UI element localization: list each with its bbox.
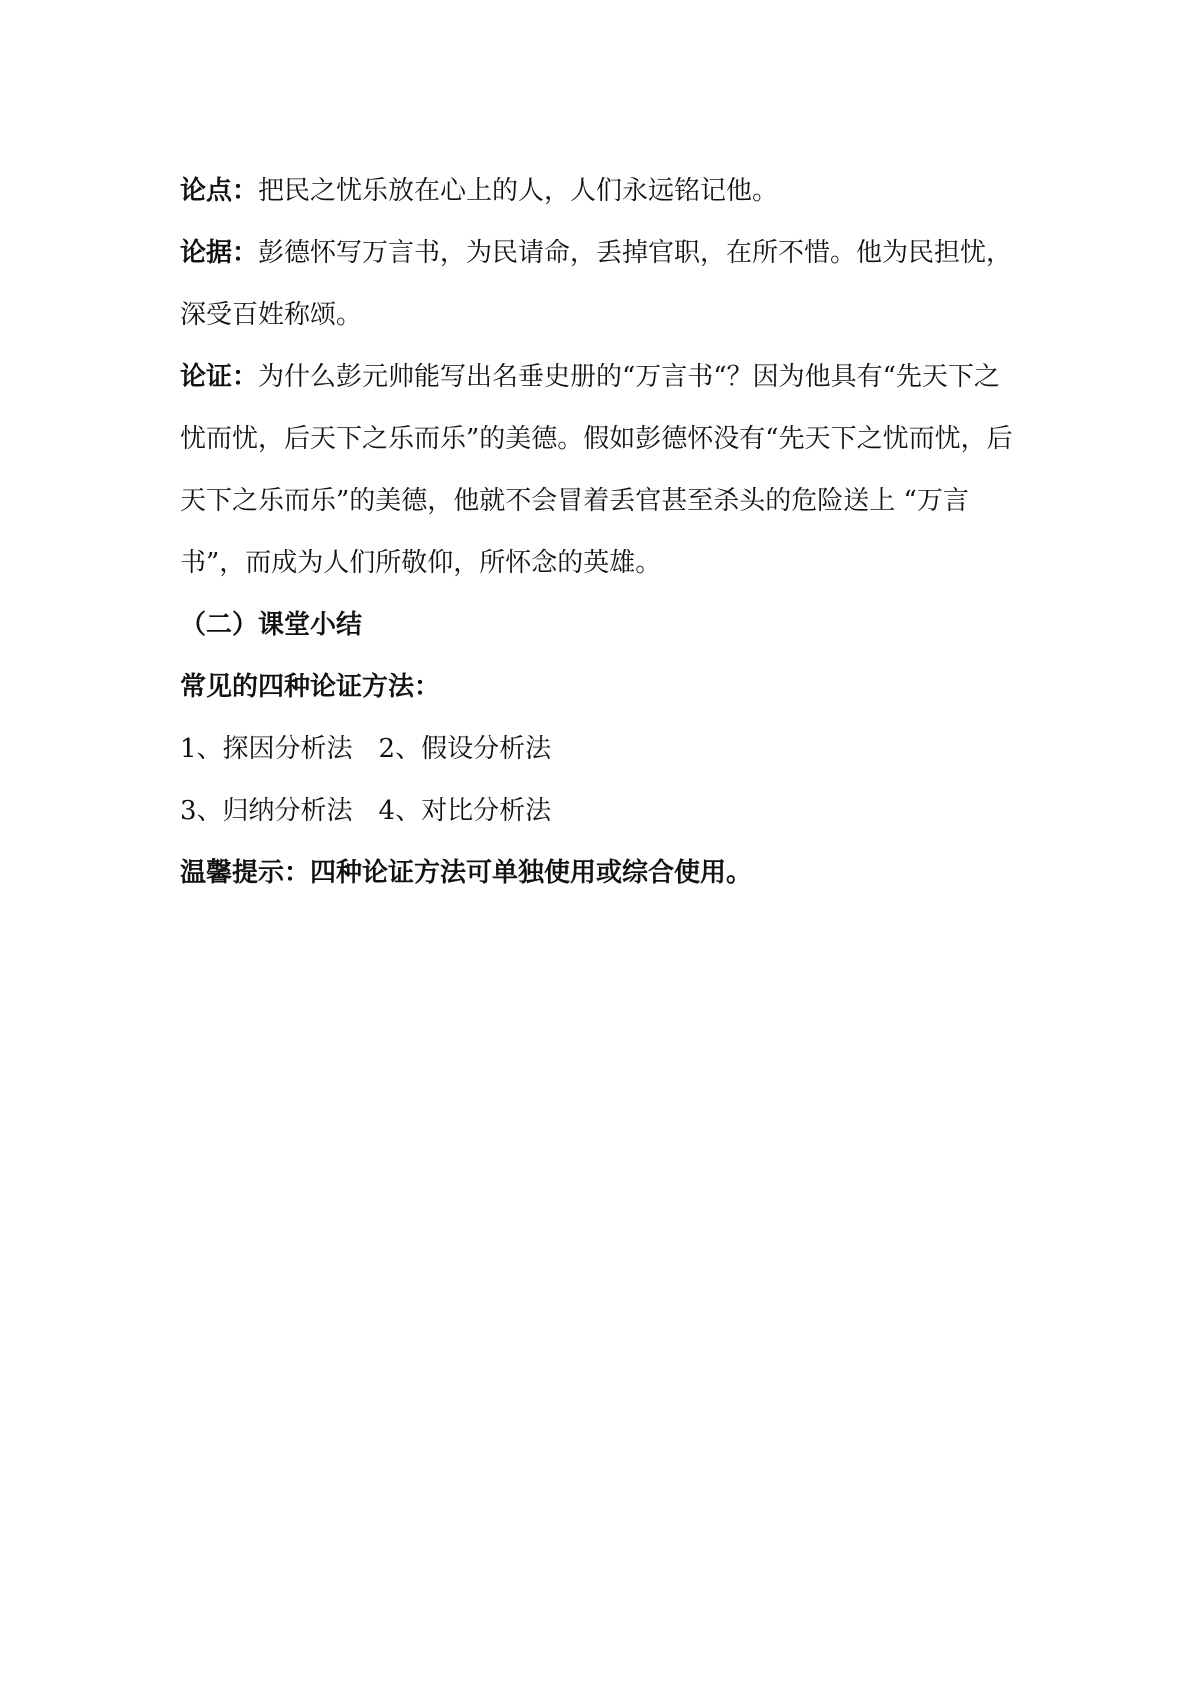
methods-title: 常见的四种论证方法： bbox=[180, 672, 441, 702]
methods-line-2: 3、归纳分析法 4、对比分析法 bbox=[180, 796, 552, 826]
reasoning-paragraph bbox=[180, 346, 1020, 594]
thesis-text: 把民之忧乐放在心上的人，人们永远铭记他。 bbox=[258, 176, 779, 206]
summary-heading: （二）课堂小结 bbox=[180, 610, 363, 640]
evidence-label: 论据： bbox=[180, 238, 259, 268]
evidence-text: 彭德怀写万言书，为民请命，丢掉官职，在所不惜。他为民担忧，深受百姓称颂。 bbox=[180, 238, 1013, 330]
reasoning-text: 为什么彭元帅能写出名垂史册的“万言书“？因为他具有“先天下之忧而忧，后天下之乐而乐”的美德。假如彭德怀没有“先天下之忧而忧，后天下之乐而乐”的美德，他就不会冒着丢官甚至杀头的危险送上 “万言书”，而成为人们所敬仰，所怀念的英雄。 bbox=[180, 362, 1013, 578]
tip-text: 温馨提示：四种论证方法可单独使用或综合使用。 bbox=[180, 858, 753, 888]
methods-line-1: 1、探因分析法 2、假设分析法 bbox=[180, 734, 552, 764]
thesis-label: 论点： bbox=[180, 176, 259, 206]
thesis-paragraph bbox=[180, 160, 1020, 222]
evidence-paragraph bbox=[180, 222, 1020, 346]
reasoning-label: 论证： bbox=[180, 362, 259, 392]
document-body bbox=[180, 160, 1020, 904]
